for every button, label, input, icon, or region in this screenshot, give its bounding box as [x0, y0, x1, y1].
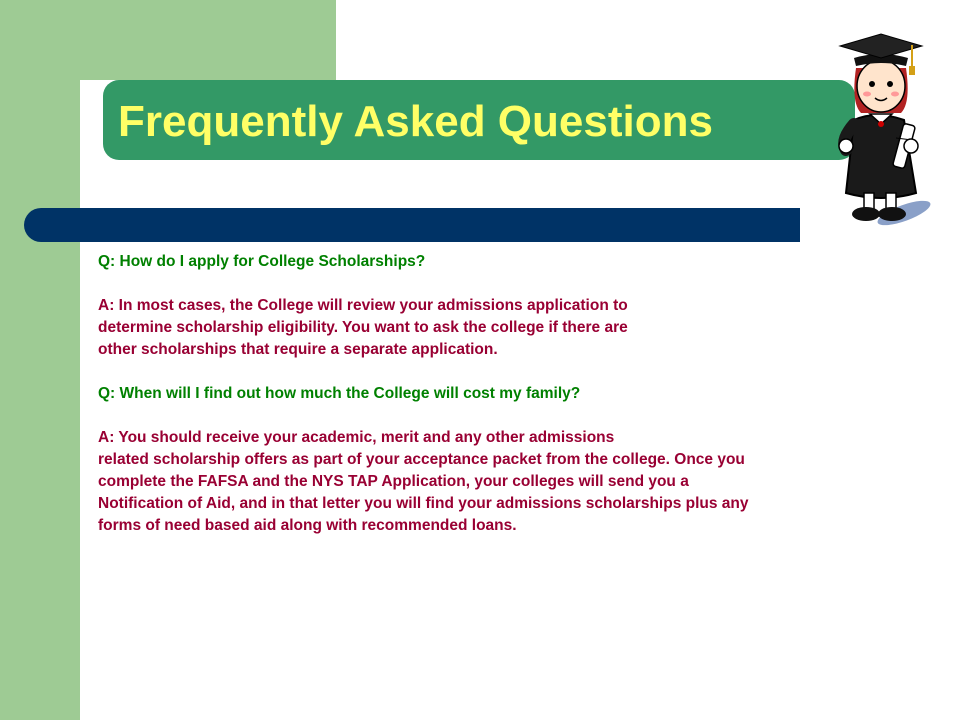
faq-content [98, 251, 898, 537]
divider-bar [24, 208, 800, 242]
faq-question-2: Q: When will I find out how much the College will cost my family? [98, 385, 581, 402]
faq-answer-2-line-2: related scholarship offers as part of your acceptance packet from the college. Once you [98, 451, 745, 468]
faq-answer-1-line-3: other scholarships that require a separate application. [98, 341, 498, 358]
left-decor-band [0, 0, 80, 720]
faq-answer-2-line-4: Notification of Aid, and in that letter you will find your admissions scholarships plus any [98, 495, 749, 512]
faq-answer-1-line-2: determine scholarship eligibility. You want to ask the college if there are [98, 319, 628, 336]
graduate-girl-icon [826, 28, 936, 228]
faq-answer-2-line-3: complete the FAFSA and the NYS TAP Application, your colleges will send you a [98, 473, 689, 490]
slide-title: Frequently Asked Questions [118, 97, 713, 146]
faq-answer-1-line-1: A: In most cases, the College will review your admissions application to [98, 297, 628, 314]
faq-question-1: Q: How do I apply for College Scholarships? [98, 253, 426, 270]
top-decor-band [80, 0, 336, 80]
faq-answer-2-line-1: A: You should receive your academic, merit and any other admissions [98, 429, 615, 446]
faq-answer-2-line-5: forms of need based aid along with recommended loans. [98, 517, 517, 534]
